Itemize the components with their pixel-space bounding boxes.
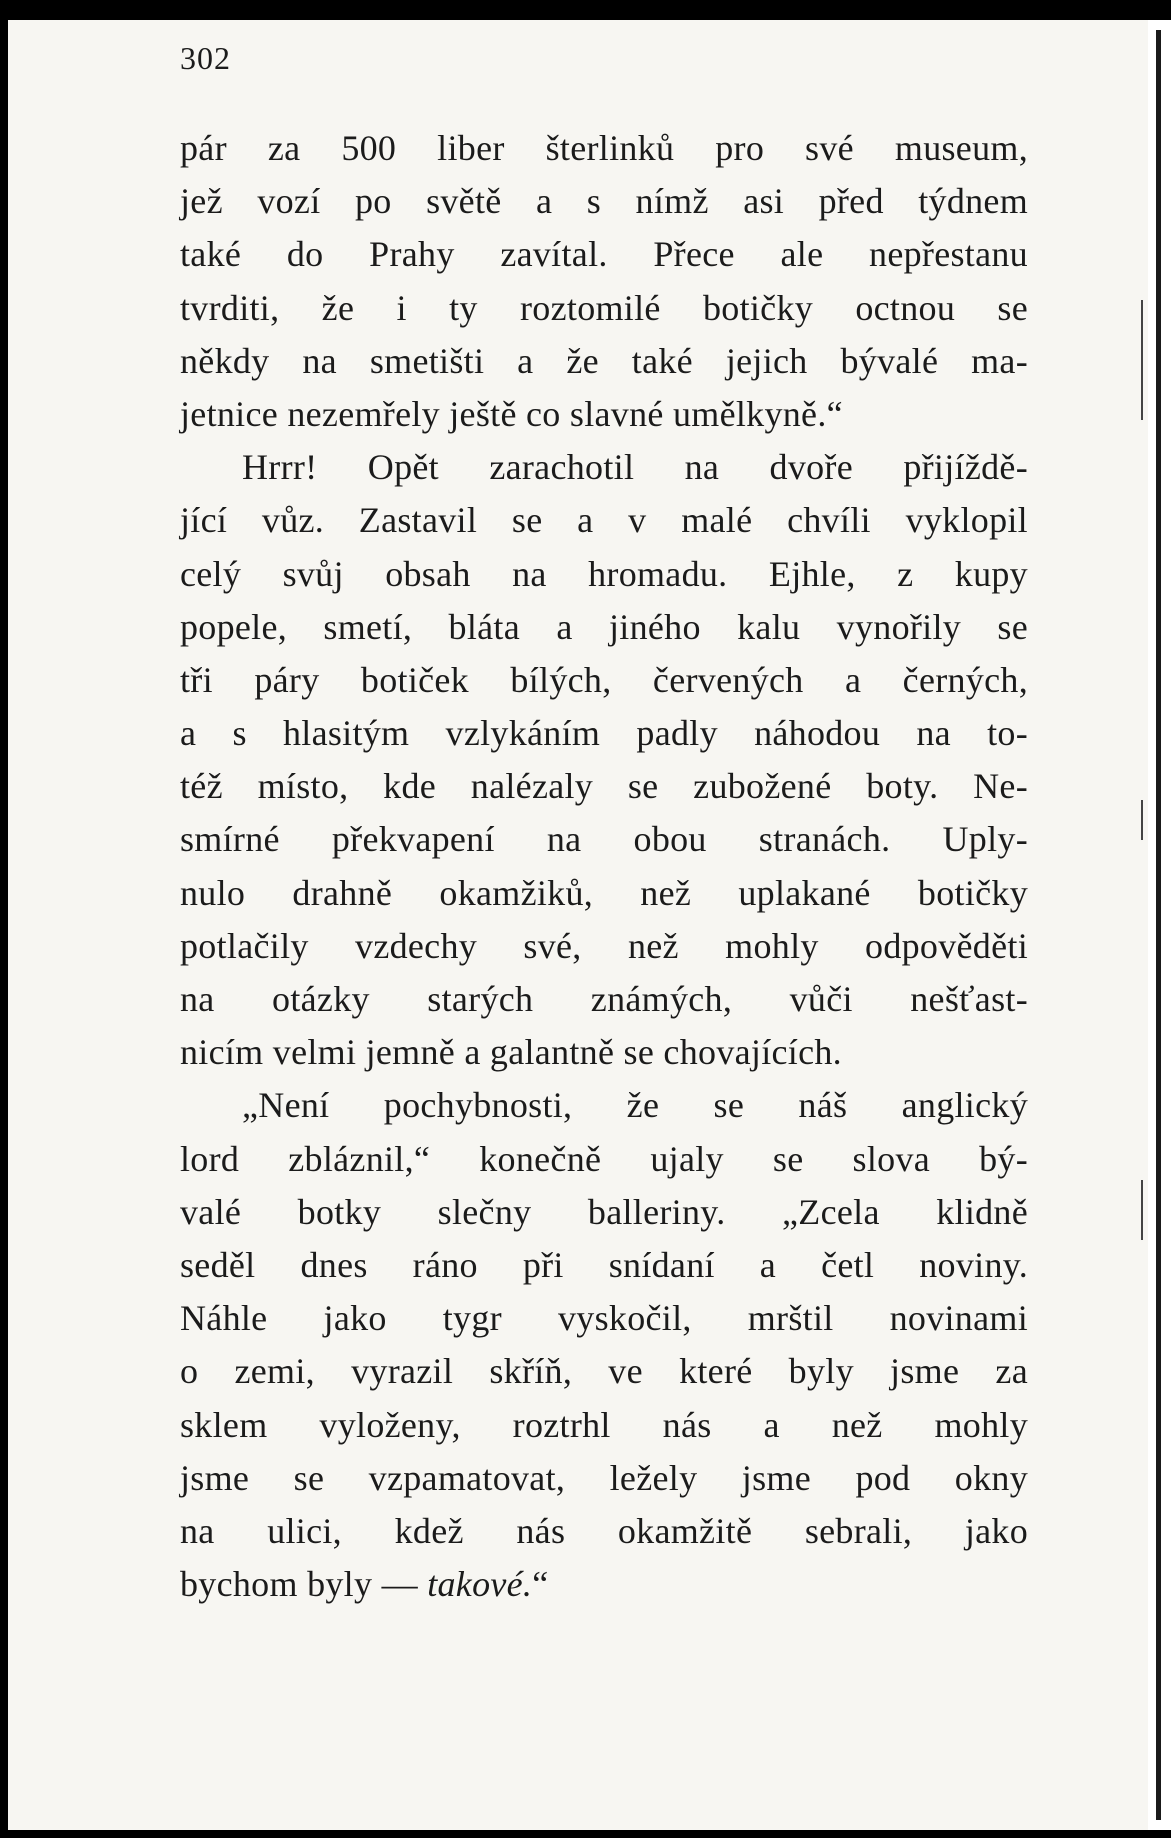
final-line-close: “: [532, 1564, 549, 1605]
page-edge-mark: [1141, 1180, 1143, 1240]
text-line: o zemi, vyrazil skříň, ve které byly jsme za: [180, 1351, 1028, 1392]
text-line: potlačily vzdechy své, než mohly odpověděti: [180, 925, 1028, 966]
text-line: „Není pochybnosti, že se náš anglický: [242, 1085, 1028, 1126]
text-line: a s hlasitým vzlykáním padly náhodou na to-: [180, 713, 1028, 754]
text-line: Náhle jako tygr vyskočil, mrštil novinami: [180, 1298, 1028, 1339]
text-line: na ulici, kdež nás okamžitě sebrali, jako: [180, 1510, 1028, 1551]
text-line-final: [180, 1558, 1028, 1611]
text-line: jetnice nezemřely ještě co slavné umělkyně.“: [180, 393, 843, 434]
page-number: 302: [180, 40, 231, 76]
text-line: lord zbláznil,“ konečně ujaly se slova bý-: [180, 1138, 1028, 1179]
text-line: popele, smetí, bláta a jiného kalu vynořily se: [180, 606, 1028, 647]
final-line-lead: bychom byly —: [180, 1564, 428, 1605]
page-edge-mark: [1141, 800, 1143, 840]
text-line: též místo, kde nalézaly se zubožené boty. Ne-: [180, 766, 1028, 807]
body-text: [180, 122, 1028, 1611]
text-line: smírné překvapení na obou stranách. Uply-: [180, 819, 1028, 860]
text-line: sklem vyloženy, roztrhl nás a než mohly: [180, 1404, 1028, 1445]
text-line: pár za 500 liber šterlinků pro své museum,: [180, 128, 1028, 168]
text-line: celý svůj obsah na hromadu. Ejhle, z kupy: [180, 553, 1028, 594]
text-line: tvrditi, že i ty roztomilé botičky octnou se: [180, 287, 1028, 328]
text-line: jež vozí po světě a s nímž asi před týdnem: [180, 181, 1028, 222]
text-line: tři páry botiček bílých, červených a černých,: [180, 659, 1028, 700]
text-line: nulo drahně okamžiků, než uplakané botičky: [180, 872, 1028, 913]
text-line: někdy na smetišti a že také jejich bývalé ma-: [180, 340, 1028, 381]
text-line: valé botky slečny balleriny. „Zcela klidně: [180, 1191, 1028, 1232]
text-line: seděl dnes ráno při snídaní a četl noviny.: [180, 1244, 1028, 1285]
text-line: jsme se vzpamatovat, ležely jsme pod okny: [180, 1457, 1028, 1498]
text-line: jící vůz. Zastavil se a v malé chvíli vyklopil: [180, 500, 1028, 541]
final-line-emphasis: takové.: [427, 1564, 533, 1605]
text-line: nicím velmi jemně a galantně se chovajících.: [180, 1032, 842, 1073]
binding-shadow: [1156, 30, 1161, 1820]
text-line: na otázky starých známých, vůči nešťast-: [180, 979, 1028, 1019]
page-edge-mark: [1141, 300, 1143, 420]
text-line: také do Prahy zavítal. Přece ale nepřestanu: [180, 234, 1028, 275]
text-line: Hrrr! Opět zarachotil na dvoře přijíždě-: [242, 447, 1028, 488]
